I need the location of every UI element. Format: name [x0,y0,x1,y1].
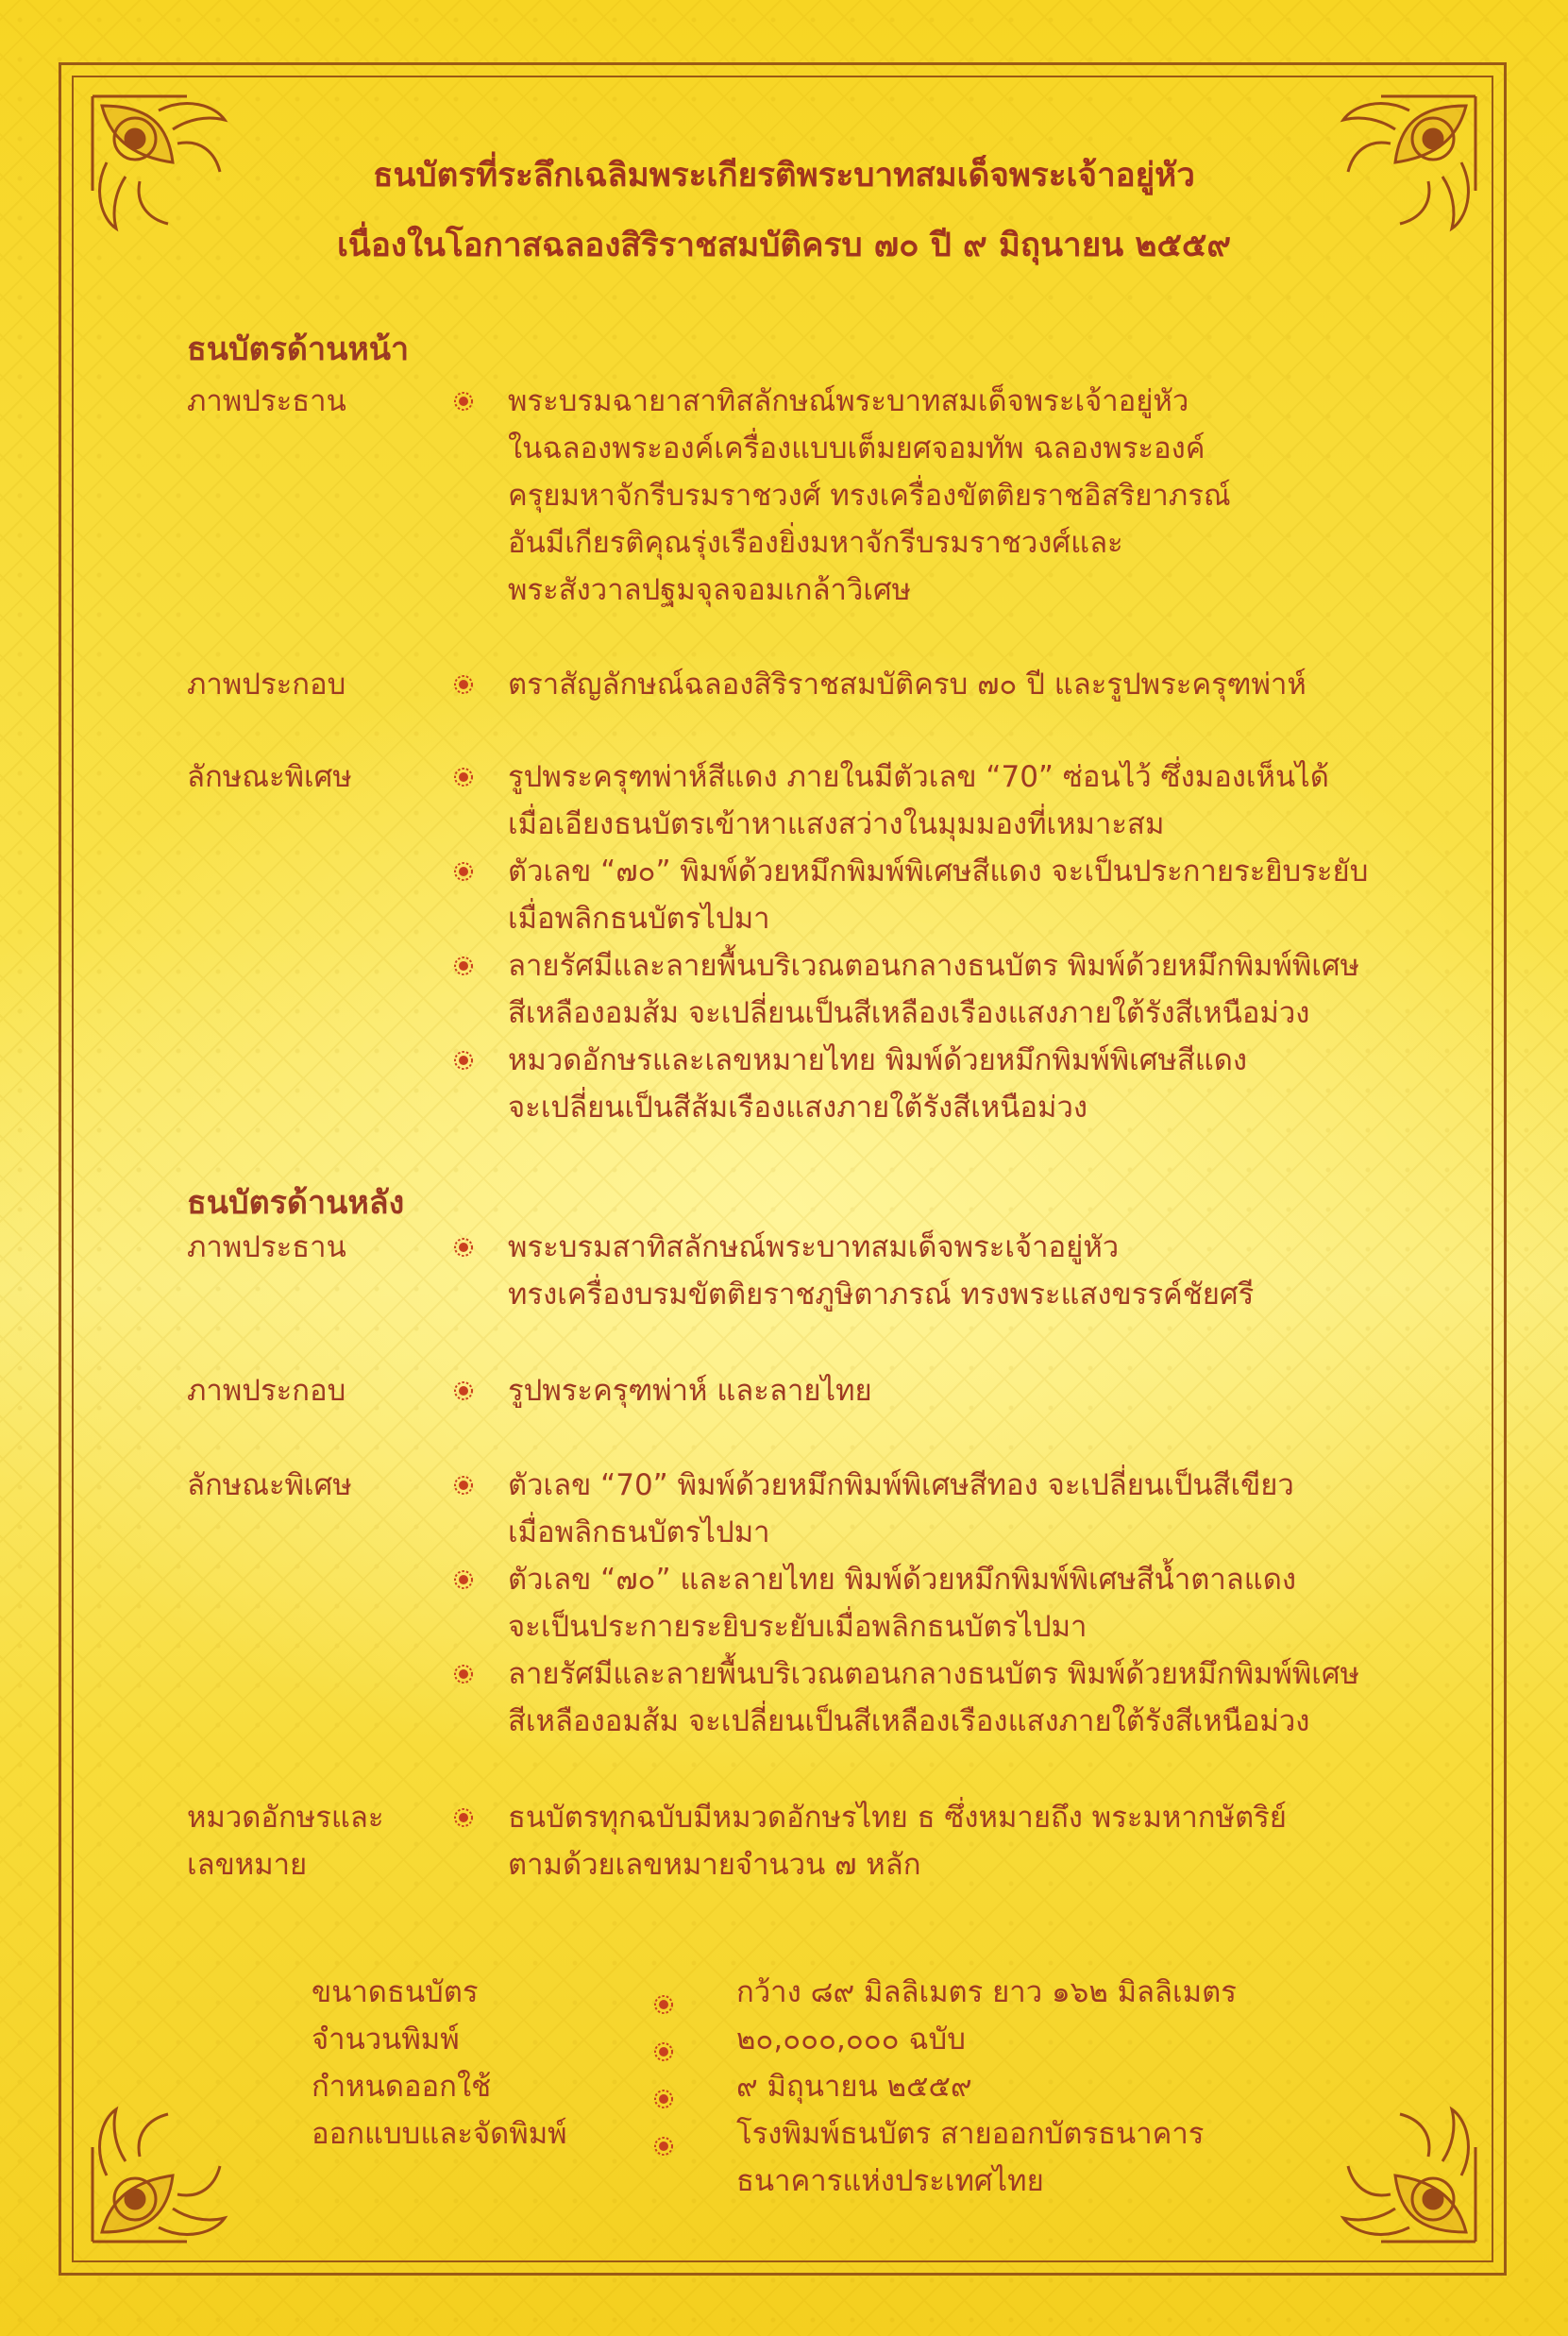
back-main-item [508,1224,1471,1318]
serial-label [187,1794,442,1888]
text-line: ตัวเลข “๗๐” และลายไทย พิมพ์ด้วยหมึกพิมพ์พิเศษสีน้ำตาลแดง [508,1563,1297,1597]
text-line: พระสังวาลปฐมจุลจอมเกล้าวิเศษ [508,573,912,607]
front-special-item [508,753,1471,848]
sun-bullet-icon [453,391,474,412]
back-special-label: ลักษณะพิเศษ [187,1468,352,1502]
text-line: ตามด้วยเลขหมายจำนวน ๗ หลัก [508,1848,921,1882]
front-special-item [508,848,1471,942]
sun-bullet-icon [453,1475,474,1496]
title-line-2: เนื่องในโอกาสฉลองสิริราชสมบัติครบ ๗๐ ปี ๙ มิถุนายน ๒๕๕๙ [336,227,1232,264]
spec-value: ๒๐,๐๐๐,๐๐๐ ฉบับ [736,2023,966,2057]
sun-bullet-icon [453,1664,474,1684]
text-line: ทรงเครื่องบรมขัตติยราชภูษิตาภรณ์ ทรงพระแสงขรรค์ชัยศรี [508,1278,1255,1312]
spec-row [312,1969,1397,2016]
text-line: ลายรัศมีและลายพื้นบริเวณตอนกลางธนบัตร พิมพ์ด้วยหมึกพิมพ์พิเศษ [508,949,1360,983]
sun-bullet-icon [453,1380,474,1401]
sun-bullet-icon [653,1982,674,2003]
title-line-1: ธนบัตรที่ระลึกเฉลิมพระเกียรติพระบาทสมเด็จพระเจ้าอยู่หัว [373,157,1195,195]
back-special-item [508,1650,1471,1745]
text-line: ตัวเลข “70” พิมพ์ด้วยหมึกพิมพ์พิเศษสีทอง จะเปลี่ยนเป็นสีเขียว [508,1468,1294,1502]
spec-row [312,2063,1397,2110]
serial-label-line-2: เลขหมาย [187,1848,308,1882]
text-line: ในฉลองพระองค์เครื่องแบบเต็มยศจอมทัพ ฉลองพระองค์ [508,432,1206,466]
sun-bullet-icon [653,2076,674,2097]
serial-label-line-1: หมวดอักษรและ [187,1801,384,1835]
text-line: ธนบัตรทุกฉบับมีหมวดอักษรไทย ธ ซึ่งหมายถึง พระมหากษัตริย์ [508,1801,1287,1835]
spec-value: ๙ มิถุนายน ๒๕๕๙ [736,2070,972,2104]
sun-bullet-icon [453,674,474,695]
serial-item [508,1794,1471,1888]
spec-row [312,2110,1397,2158]
spec-label: ขนาดธนบัตร [312,1975,479,2009]
front-main-label: ภาพประธาน [187,384,346,418]
text-line: รูปพระครุฑพ่าห์ และลายไทย [508,1374,872,1408]
sun-bullet-icon [453,1050,474,1071]
front-main-item [508,378,1471,614]
spec-label: ออกแบบและจัดพิมพ์ [312,2117,567,2151]
text-line: หมวดอักษรและเลขหมายไทย พิมพ์ด้วยหมึกพิมพ์พิเศษสีแดง [508,1043,1248,1077]
spec-row-continuation [312,2158,1397,2205]
text-line: เมื่อพลิกธนบัตรไปมา [508,1515,770,1549]
text-line: อันมีเกียรติคุณรุ่งเรืองยิ่งมหาจักรีบรมราชวงศ์และ [508,526,1123,560]
spec-row [312,2016,1397,2063]
spec-label: กำหนดออกใช้ [312,2070,492,2104]
text-line: ตราสัญลักษณ์ฉลองสิริราชสมบัติครบ ๗๐ ปี และรูปพระครุฑพ่าห์ [508,668,1307,702]
sun-bullet-icon [453,1569,474,1590]
sun-bullet-icon [453,1237,474,1258]
text-line: เมื่อเอียงธนบัตรเข้าหาแสงสว่างในมุมมองที่เหมาะสม [508,807,1165,841]
spec-value-continuation: ธนาคารแห่งประเทศไทย [736,2164,1044,2198]
sun-bullet-icon [653,2029,674,2050]
spec-value: กว้าง ๘๙ มิลลิเมตร ยาว ๑๖๒ มิลลิเมตร [736,1975,1237,2009]
back-heading: ธนบัตรด้านหลัง [187,1184,405,1222]
back-special-item [508,1556,1471,1650]
text-line: สีเหลืองอมส้ม จะเปลี่ยนเป็นสีเหลืองเรืองแสงภายใต้รังสีเหนือม่วง [508,1704,1310,1738]
text-line: รูปพระครุฑพ่าห์สีแดง ภายในมีตัวเลข “70” ซ่อนไว้ ซึ่งมองเห็นได้ [508,760,1329,794]
spec-label: จำนวนพิมพ์ [312,2023,460,2057]
front-heading: ธนบัตรด้านหน้า [187,330,410,368]
sun-bullet-icon [453,861,474,882]
sun-bullet-icon [453,767,474,787]
sun-bullet-icon [653,2124,674,2144]
text-line: ครุยมหาจักรีบรมราชวงศ์ ทรงเครื่องขัตติยราชอิสริยาภรณ์ [508,479,1231,513]
back-comp-label: ภาพประกอบ [187,1374,346,1408]
text-line: เมื่อพลิกธนบัตรไปมา [508,902,770,936]
front-special-item [508,942,1471,1037]
text-line: สีเหลืองอมส้ม จะเปลี่ยนเป็นสีเหลืองเรืองแสงภายใต้รังสีเหนือม่วง [508,996,1310,1030]
back-special-item [508,1462,1471,1556]
front-comp-label: ภาพประกอบ [187,668,346,702]
text-line: จะเป็นประกายระยิบระยับเมื่อพลิกธนบัตรไปมา [508,1610,1087,1644]
front-special-label: ลักษณะพิเศษ [187,760,352,794]
sun-bullet-icon [453,956,474,976]
front-comp-item [508,661,1471,708]
text-line: ลายรัศมีและลายพื้นบริเวณตอนกลางธนบัตร พิมพ์ด้วยหมึกพิมพ์พิเศษ [508,1657,1360,1691]
text-line: ตัวเลข “๗๐” พิมพ์ด้วยหมึกพิมพ์พิเศษสีแดง จะเป็นประกายระยิบระยับ [508,855,1369,889]
spec-value: โรงพิมพ์ธนบัตร สายออกบัตรธนาคาร [736,2117,1205,2151]
text-line: พระบรมสาทิสลักษณ์พระบาทสมเด็จพระเจ้าอยู่หัว [508,1230,1120,1264]
back-main-label: ภาพประธาน [187,1230,346,1264]
front-special-item [508,1037,1471,1131]
specs-block [312,1969,1397,2205]
text-line: จะเปลี่ยนเป็นสีส้มเรืองแสงภายใต้รังสีเหนือม่วง [508,1091,1088,1125]
back-comp-item [508,1367,1471,1414]
text-line: พระบรมฉายาสาทิสลักษณ์พระบาทสมเด็จพระเจ้าอยู่หัว [508,384,1189,418]
sun-bullet-icon [453,1807,474,1828]
